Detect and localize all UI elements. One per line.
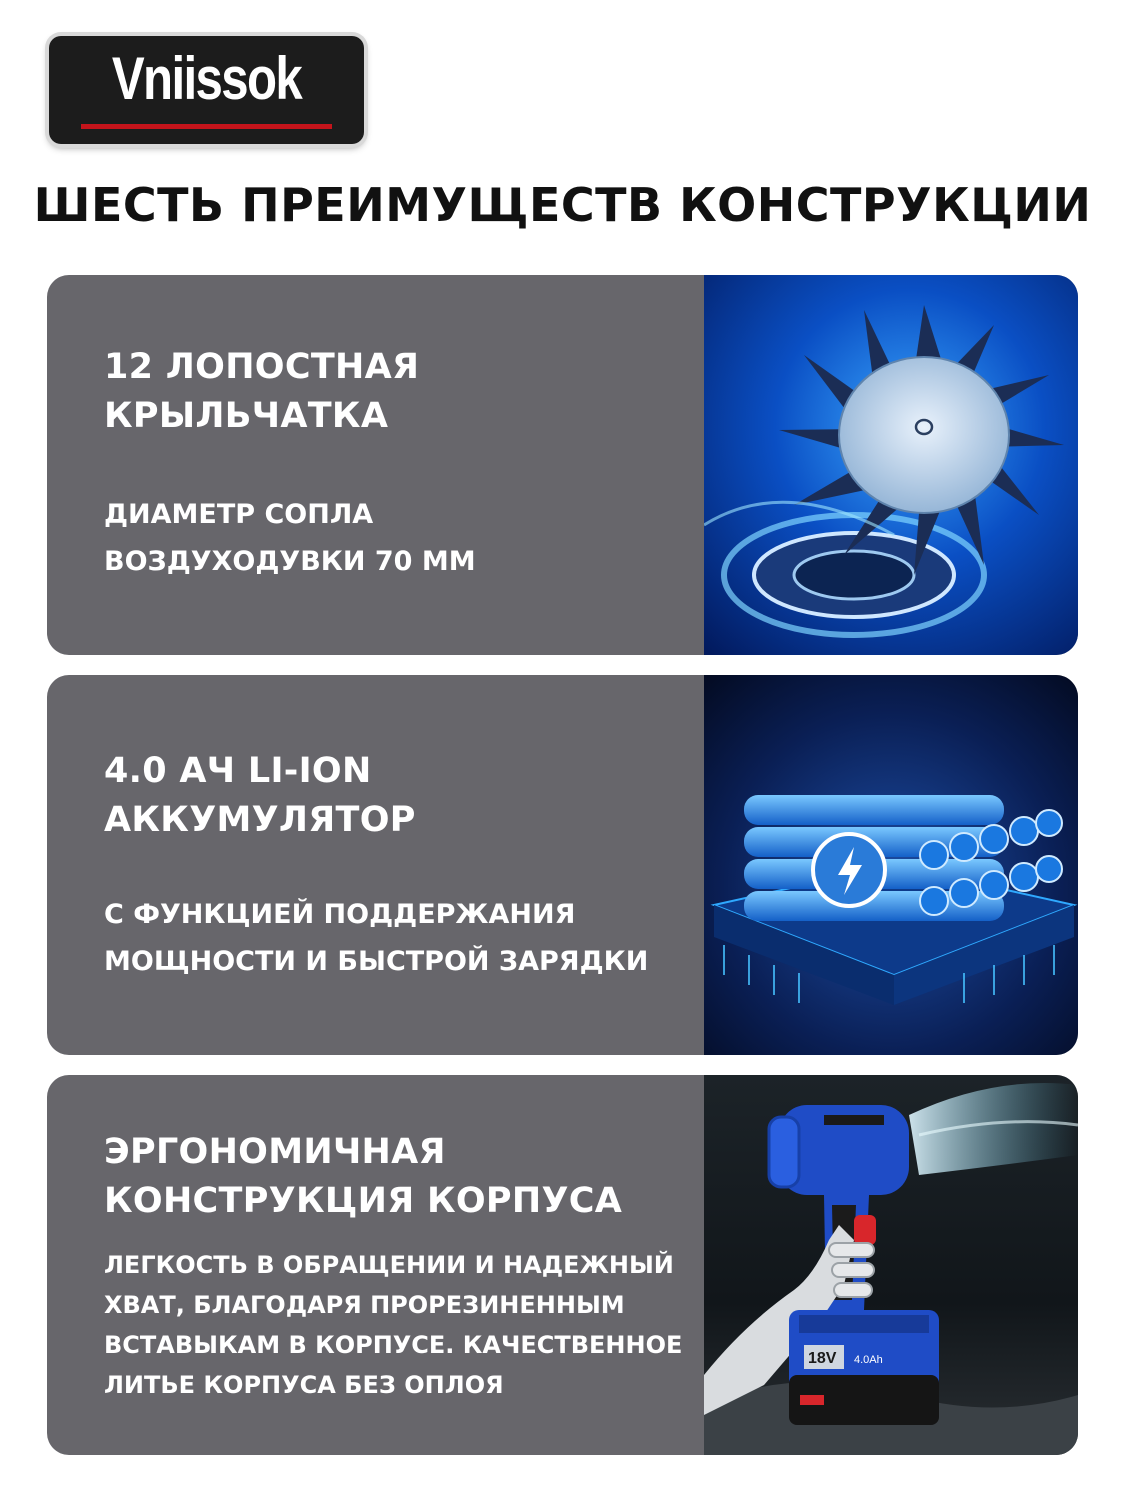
brand-logo-text: Vniissok: [111, 45, 302, 112]
heading-line: КОНСТРУКЦИЯ КОРПУСА: [104, 1181, 623, 1221]
logo-underline: [81, 124, 332, 129]
card-heading: [104, 1128, 694, 1226]
card-body: [104, 491, 694, 585]
feature-card-impeller: [47, 275, 1078, 655]
card-heading: [104, 343, 694, 441]
body-line: ЛЕГКОСТЬ В ОБРАЩЕНИИ И НАДЕЖНЫЙ: [104, 1251, 674, 1279]
feature-card-ergonomic-body: [47, 1075, 1078, 1455]
card-text: [104, 1128, 694, 1405]
impeller-fan-photo: [704, 275, 1078, 655]
card-heading: [104, 747, 694, 845]
card-body: [104, 1245, 694, 1405]
feature-card-battery: [47, 675, 1078, 1055]
body-line: МОЩНОСТИ И БЫСТРОЙ ЗАРЯДКИ: [104, 946, 649, 977]
heading-line: ЭРГОНОМИЧНАЯ: [104, 1132, 446, 1172]
body-line: ДИАМЕТР СОПЛА: [104, 499, 374, 530]
body-line: ВСТАВЫКАМ В КОРПУСЕ. КАЧЕСТВЕННОЕ: [104, 1331, 683, 1359]
card-text: [104, 747, 694, 985]
body-line: ВОЗДУХОДУВКИ 70 ММ: [104, 546, 476, 577]
battery-voltage-label: 18V: [808, 1350, 837, 1367]
body-line: С ФУНКЦИЕЙ ПОДДЕРЖАНИЯ: [104, 899, 576, 930]
blower-tool-photo: [704, 1075, 1078, 1455]
battery-cells-photo: [704, 675, 1078, 1055]
heading-line: КРЫЛЬЧАТКА: [104, 396, 389, 436]
body-line: ЛИТЬЕ КОРПУСА БЕЗ ОПЛОЯ: [104, 1371, 504, 1399]
battery-capacity-label: 4.0Ah: [854, 1354, 883, 1366]
heading-line: АККУМУЛЯТОР: [104, 800, 416, 840]
heading-line: 4.0 АЧ LI-ION: [104, 751, 372, 791]
page-title: ШЕСТЬ ПРЕИМУЩЕСТВ КОНСТРУКЦИИ: [33, 178, 1092, 232]
card-body: [104, 891, 694, 985]
body-line: ХВАТ, БЛАГОДАРЯ ПРОРЕЗИНЕННЫМ: [104, 1291, 625, 1319]
card-text: [104, 343, 694, 585]
heading-line: 12 ЛОПОСТНАЯ: [104, 347, 420, 387]
brand-logo: [49, 36, 364, 144]
